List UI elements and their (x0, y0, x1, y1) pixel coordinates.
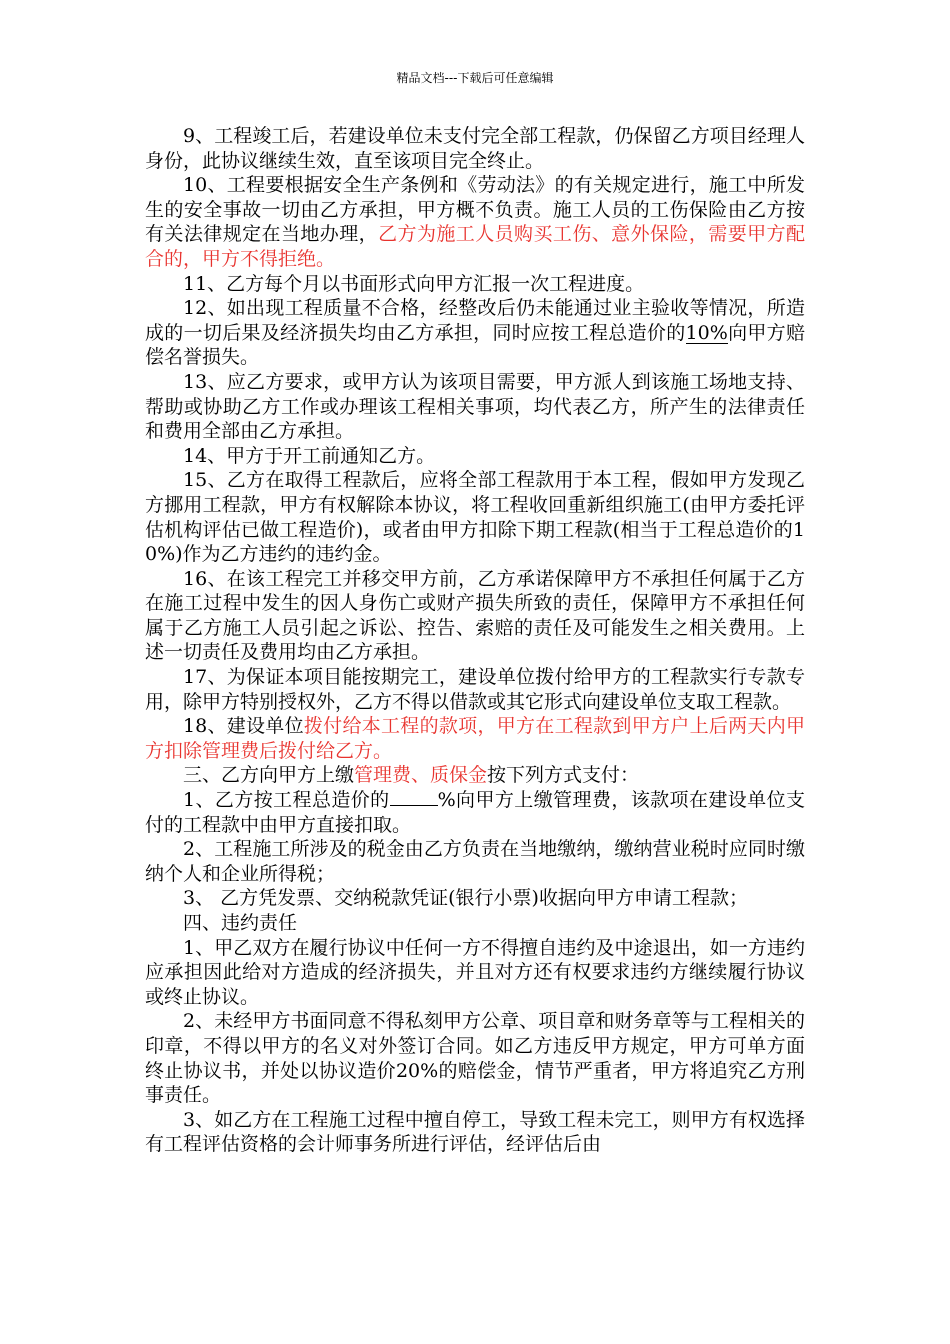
paragraph (145, 444, 805, 469)
paragraph (145, 936, 805, 1010)
paragraph-text: 按下列方式支付： (487, 764, 640, 787)
paragraph (145, 788, 805, 837)
paragraph-text: 15、乙方在取得工程款后，应将全部工程款用于本工程，假如甲方发现乙方挪用工程款，甲方有权解除本协议，将工程收回重新组织施工(由甲方委托评估机构评估已做工程造价)，或者由甲方扣除下期工程款(相当于工程总造价的10%)作为乙方违约的违约金。 (145, 469, 805, 566)
paragraph-text: %向甲方上缴管理费，该款项在建设单位支付的工程款中由甲方直接扣取。 (145, 789, 805, 836)
paragraph (145, 272, 805, 297)
paragraph-text: 3、 乙方凭发票、交纳税款凭证(银行小票)收据向甲方申请工程款； (183, 887, 748, 910)
paragraph-text: 18、建设单位 (183, 715, 304, 738)
paragraph (145, 763, 805, 788)
paragraph-text: 向甲方赔偿名誉损失。 (145, 321, 805, 369)
paragraph (145, 567, 805, 665)
highlighted-text: 乙方为施工人员购买工伤、意外保险，需要甲方配合的，甲方不得拒绝。 (145, 223, 805, 270)
paragraph-text: 9、工程竣工后，若建设单位未支付完全部工程款，仍保留乙方项目经理人身份，此协议继续生效，直至该项目完全终止。 (145, 125, 805, 172)
paragraph-text: 2、工程施工所涉及的税金由乙方负责在当地缴纳，缴纳营业税时应同时缴纳个人和企业所得税； (145, 838, 805, 885)
paragraph-text: 17、为保证本项目能按期完工，建设单位拨付给甲方的工程款实行专款专用，除甲方特别授权外，乙方不得以借款或其它形式向建设单位支取工程款。 (145, 666, 805, 713)
paragraph (145, 1108, 805, 1157)
paragraph (145, 665, 805, 714)
paragraph (145, 296, 805, 370)
document-body (145, 124, 805, 1157)
paragraph (145, 468, 805, 566)
paragraph (145, 837, 805, 886)
paragraph-text: 11、乙方每个月以书面形式向甲方汇报一次工程进度。 (183, 272, 645, 295)
paragraph (145, 370, 805, 444)
paragraph-text: 14、甲方于开工前通知乙方。 (183, 444, 436, 467)
highlighted-text: 管理费、质保金 (354, 764, 488, 787)
paragraph-text: 四、违约责任 (183, 912, 298, 934)
paragraph-text: 1、乙方按工程总造价的 (183, 789, 390, 812)
paragraph-text: 12、如出现工程质量不合格，经整改后仍未能通过业主验收等情况，所造成的一切后果及经济损失均由乙方承担，同时应按工程总造价的 (145, 297, 805, 344)
paragraph-text: 1、甲乙双方在履行协议中任何一方不得擅自违约及中途退出，如一方违约应承担因此给对方造成的经济损失，并且对方还有权要求违约方继续履行协议或终止协议。 (145, 936, 805, 1008)
paragraph-text: 10、工程要根据安全生产条例和《劳动法》的有关规定进行，施工中所发生的安全事故一切由乙方承担，甲方概不负责。施工人员的工伤保险由乙方按有关法律规定在当地办理， (145, 174, 805, 246)
paragraph (145, 714, 805, 763)
highlighted-text: 拨付给本工程的款项，甲方在工程款到甲方户上后两天内甲方扣除管理费后拨付给乙方。 (145, 715, 805, 762)
paragraph (145, 173, 805, 271)
page-header: 精品文档---下载后可任意编辑 (396, 71, 554, 85)
blank-field (390, 805, 438, 806)
paragraph-text: 三、乙方向甲方上缴 (183, 764, 355, 787)
paragraph (145, 911, 805, 936)
paragraph-text: 16、在该工程完工并移交甲方前，乙方承诺保障甲方不承担任何属于乙方在施工过程中发生的因人身伤亡或财产损失所致的责任，保障甲方不承担任何属于乙方施工人员引起之诉讼、控告、索赔的责任及可能发生之相关费用。上述一切责任及费用均由乙方承担。 (145, 567, 805, 664)
underlined-value: 10% (685, 321, 728, 344)
paragraph-text: 3、如乙方在工程施工过程中擅自停工，导致工程未完工，则甲方有权选择有工程评估资格的会计师事务所进行评估，经评估后由 (145, 1108, 805, 1156)
paragraph (145, 886, 805, 911)
paragraph (145, 1009, 805, 1107)
paragraph (145, 124, 805, 173)
paragraph-text: 2、未经甲方书面同意不得私刻甲方公章、项目章和财务章等与工程相关的印章，不得以甲方的名义对外签订合同。如乙方违反甲方规定，甲方可单方面终止协议书，并处以协议造价20%的赔偿金，情节严重者，甲方将追究乙方刑事责任。 (145, 1010, 805, 1107)
paragraph-text: 13、应乙方要求，或甲方认为该项目需要，甲方派人到该施工场地支持、帮助或协助乙方工作或办理该工程相关事项，均代表乙方，所产生的法律责任和费用全部由乙方承担。 (145, 370, 805, 443)
